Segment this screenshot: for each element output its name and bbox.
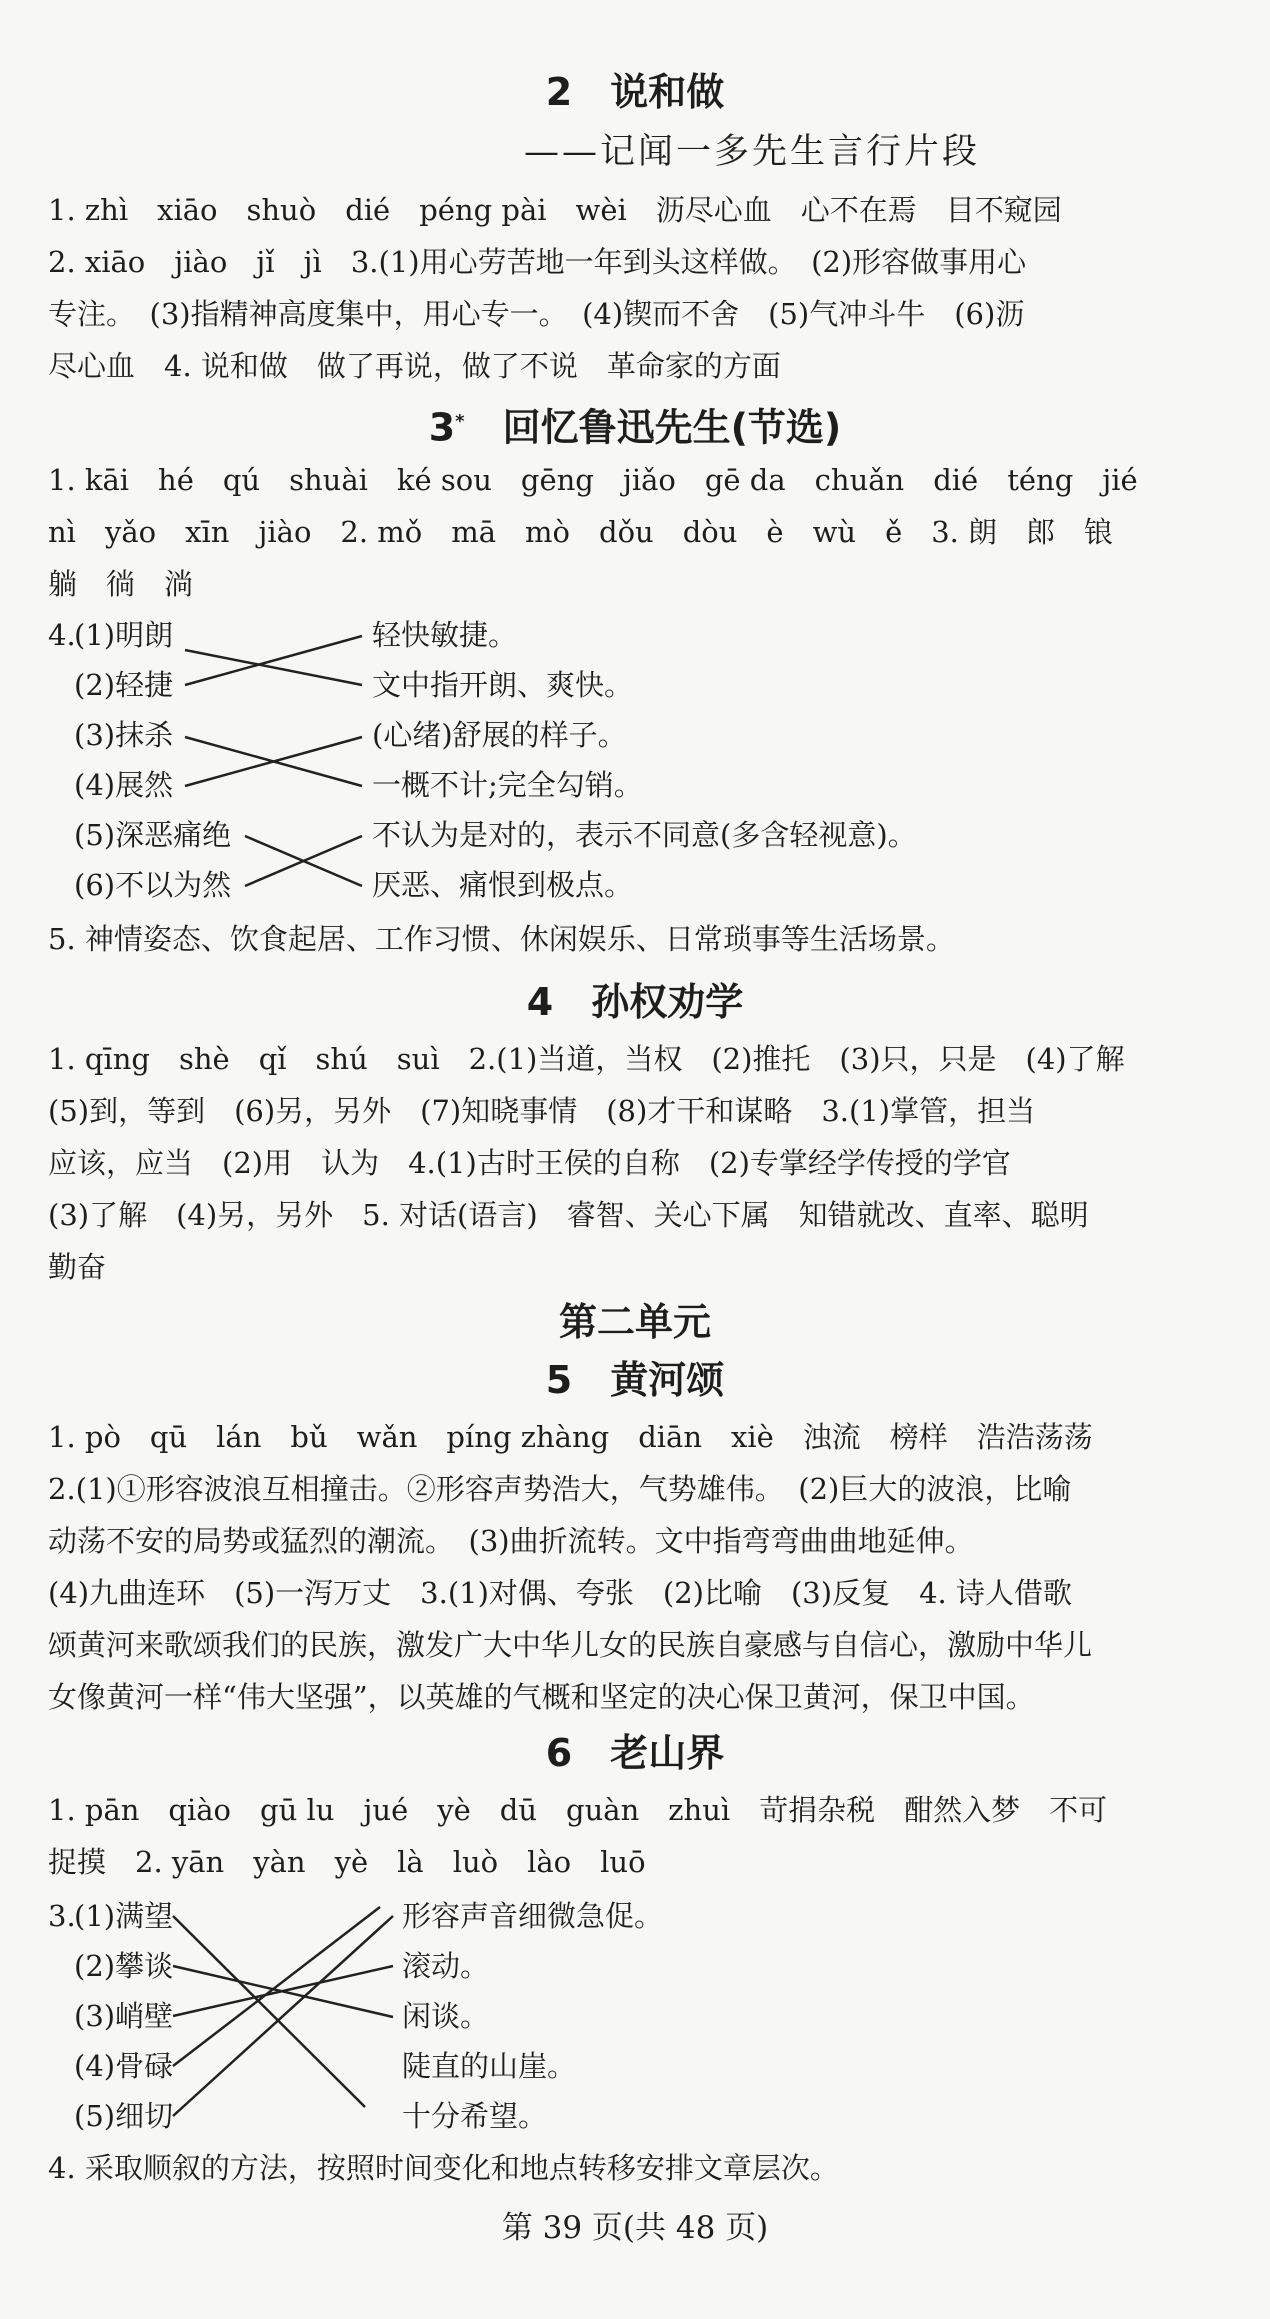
lesson-2-line: 专注。 (3)指精神高度集中，用心专一。 (4)锲而不舍 (5)气冲斗牛 (6)沥 — [48, 297, 1025, 331]
match-left-item: (1)满望 — [74, 1899, 174, 1933]
match-right-item: 轻快敏捷。 — [372, 618, 518, 652]
match-left-item: (4)骨碌 — [74, 2049, 174, 2083]
lesson-2-subtitle: ——记闻一多先生言行片段 — [523, 132, 980, 172]
optional-lesson-mark: * — [455, 411, 465, 432]
lesson-3-number: 3 — [428, 405, 456, 450]
connector-line — [173, 1916, 393, 2116]
match-left-item: (3)峭壁 — [74, 1999, 174, 2033]
lesson-6-title: 6 老山界 — [545, 1731, 725, 1775]
match-right-item: 滚动。 — [402, 1949, 490, 1983]
match-right-item: 形容声音细微急促。 — [402, 1899, 664, 1933]
lesson-3-q5: 5. 神情姿态、饮食起居、工作习惯、休闲娱乐、日常琐事等生活场景。 — [48, 922, 955, 956]
match-left-item: (2)攀谈 — [74, 1949, 174, 1983]
unit-heading: 第二单元 — [558, 1299, 711, 1344]
lesson-2-line: 尽心血 4. 说和做 做了再说，做了不说 革命家的方面 — [48, 349, 781, 383]
match-label: 4. — [48, 618, 76, 652]
connector-line — [173, 1907, 380, 2066]
lesson-3-line: 躺 徜 淌 — [48, 567, 194, 601]
lesson-3-line: nì yǎo xīn jiào 2. mǒ mā mò dǒu dòu è wù ě 3. 朗 郎 锒 — [48, 515, 1114, 549]
lesson-6-q4: 4. 采取顺叙的方法，按照时间变化和地点转移安排文章层次。 — [48, 2151, 839, 2185]
match-left-item: (5)细切 — [74, 2099, 174, 2133]
connector-line — [173, 1916, 365, 2107]
lesson-4-line: (3)了解 (4)另，另外 5. 对话(语言) 睿智、关心下属 知错就改、直率、聪明 — [48, 1198, 1089, 1232]
lesson-4-line: 勤奋 — [48, 1250, 107, 1284]
match-left-item: (3)抹杀 — [74, 718, 174, 752]
match-label: 3. — [48, 1899, 76, 1933]
lesson-4-line: 应该，应当 (2)用 认为 4.(1)古时王侯的自称 (2)专掌经学传授的学官 — [48, 1146, 1011, 1180]
page-number: 第 39 页(共 48 页) — [501, 2210, 769, 2246]
match-right-item: 闲谈。 — [402, 1999, 490, 2033]
connector-line — [185, 636, 362, 685]
match-right-item: (心绪)舒展的样子。 — [372, 718, 627, 752]
match-right-item: 文中指开朗、爽快。 — [372, 668, 634, 702]
match-left-item: (4)展然 — [74, 768, 174, 802]
lesson-2-line: 1. zhì xiāo shuò dié péng pài wèi 沥尽心血 心不在焉 目不窥园 — [48, 193, 1062, 227]
match-right-item: 厌恶、痛恨到极点。 — [372, 868, 634, 902]
match-right-item: 陡直的山崖。 — [402, 2049, 577, 2083]
lesson-3-title-text: 回忆鲁迅先生(节选) — [464, 405, 842, 450]
match-right-item: 不认为是对的，表示不同意(多含轻视意)。 — [372, 818, 917, 852]
lesson-5-line: (4)九曲连环 (5)一泻万丈 3.(1)对偶、夸张 (2)比喻 (3)反复 4. 诗人借歌 — [48, 1576, 1072, 1610]
lesson-4-title: 4 孙权劝学 — [526, 980, 744, 1024]
match-left-item: (2)轻捷 — [74, 668, 174, 702]
lesson-4-line: (5)到，等到 (6)另，另外 (7)知晓事情 (8)才干和谋略 3.(1)掌管，担当 — [48, 1094, 1036, 1128]
lesson-5-line: 1. pò qū lán bǔ wǎn píng zhàng diān xiè 浊流 榜样 浩浩荡荡 — [48, 1420, 1093, 1454]
lesson-5-title: 5 黄河颂 — [545, 1358, 725, 1402]
lesson-2-line: 2. xiāo jiào jǐ jì 3.(1)用心劳苦地一年到头这样做。 (2)形容做事用心 — [48, 245, 1027, 279]
lesson-2-title: 2 说和做 — [545, 70, 725, 114]
match-left-item: (6)不以为然 — [74, 868, 232, 902]
lesson-5-line: 颂黄河来歌颂我们的民族，激发广大中华儿女的民族自豪感与自信心，激励中华儿 — [48, 1628, 1093, 1662]
lesson-5-line: 女像黄河一样“伟大坚强”，以英雄的气概和坚定的决心保卫黄河，保卫中国。 — [48, 1680, 1035, 1714]
match-left-item: (5)深恶痛绝 — [74, 818, 232, 852]
lesson-3-line: 1. kāi hé qú shuài ké sou gēng jiǎo gē da chuǎn dié téng jié — [48, 463, 1138, 497]
lesson-4-line: 1. qīng shè qǐ shú suì 2.(1)当道，当权 (2)推托 (3)只，只是 (4)了解 — [48, 1042, 1125, 1076]
lesson-5-line: 2.(1)①形容波浪互相撞击。②形容声势浩大，气势雄伟。 (2)巨大的波浪，比喻 — [48, 1472, 1072, 1506]
lesson-6-line: 捉摸 2. yān yàn yè là luò lào luō — [48, 1845, 646, 1879]
lesson-5-line: 动荡不安的局势或猛烈的潮流。 (3)曲折流转。文中指弯弯曲曲地延伸。 — [48, 1524, 974, 1558]
connector-line — [185, 650, 362, 685]
match-right-item: 一概不计;完全勾销。 — [372, 768, 643, 802]
match-right-item: 十分希望。 — [402, 2099, 548, 2133]
match-left-item: (1)明朗 — [74, 618, 174, 652]
lesson-6-line: 1. pān qiào gū lu jué yè dū guàn zhuì 苛捐杂税 酣然入梦 不可 — [48, 1793, 1108, 1827]
